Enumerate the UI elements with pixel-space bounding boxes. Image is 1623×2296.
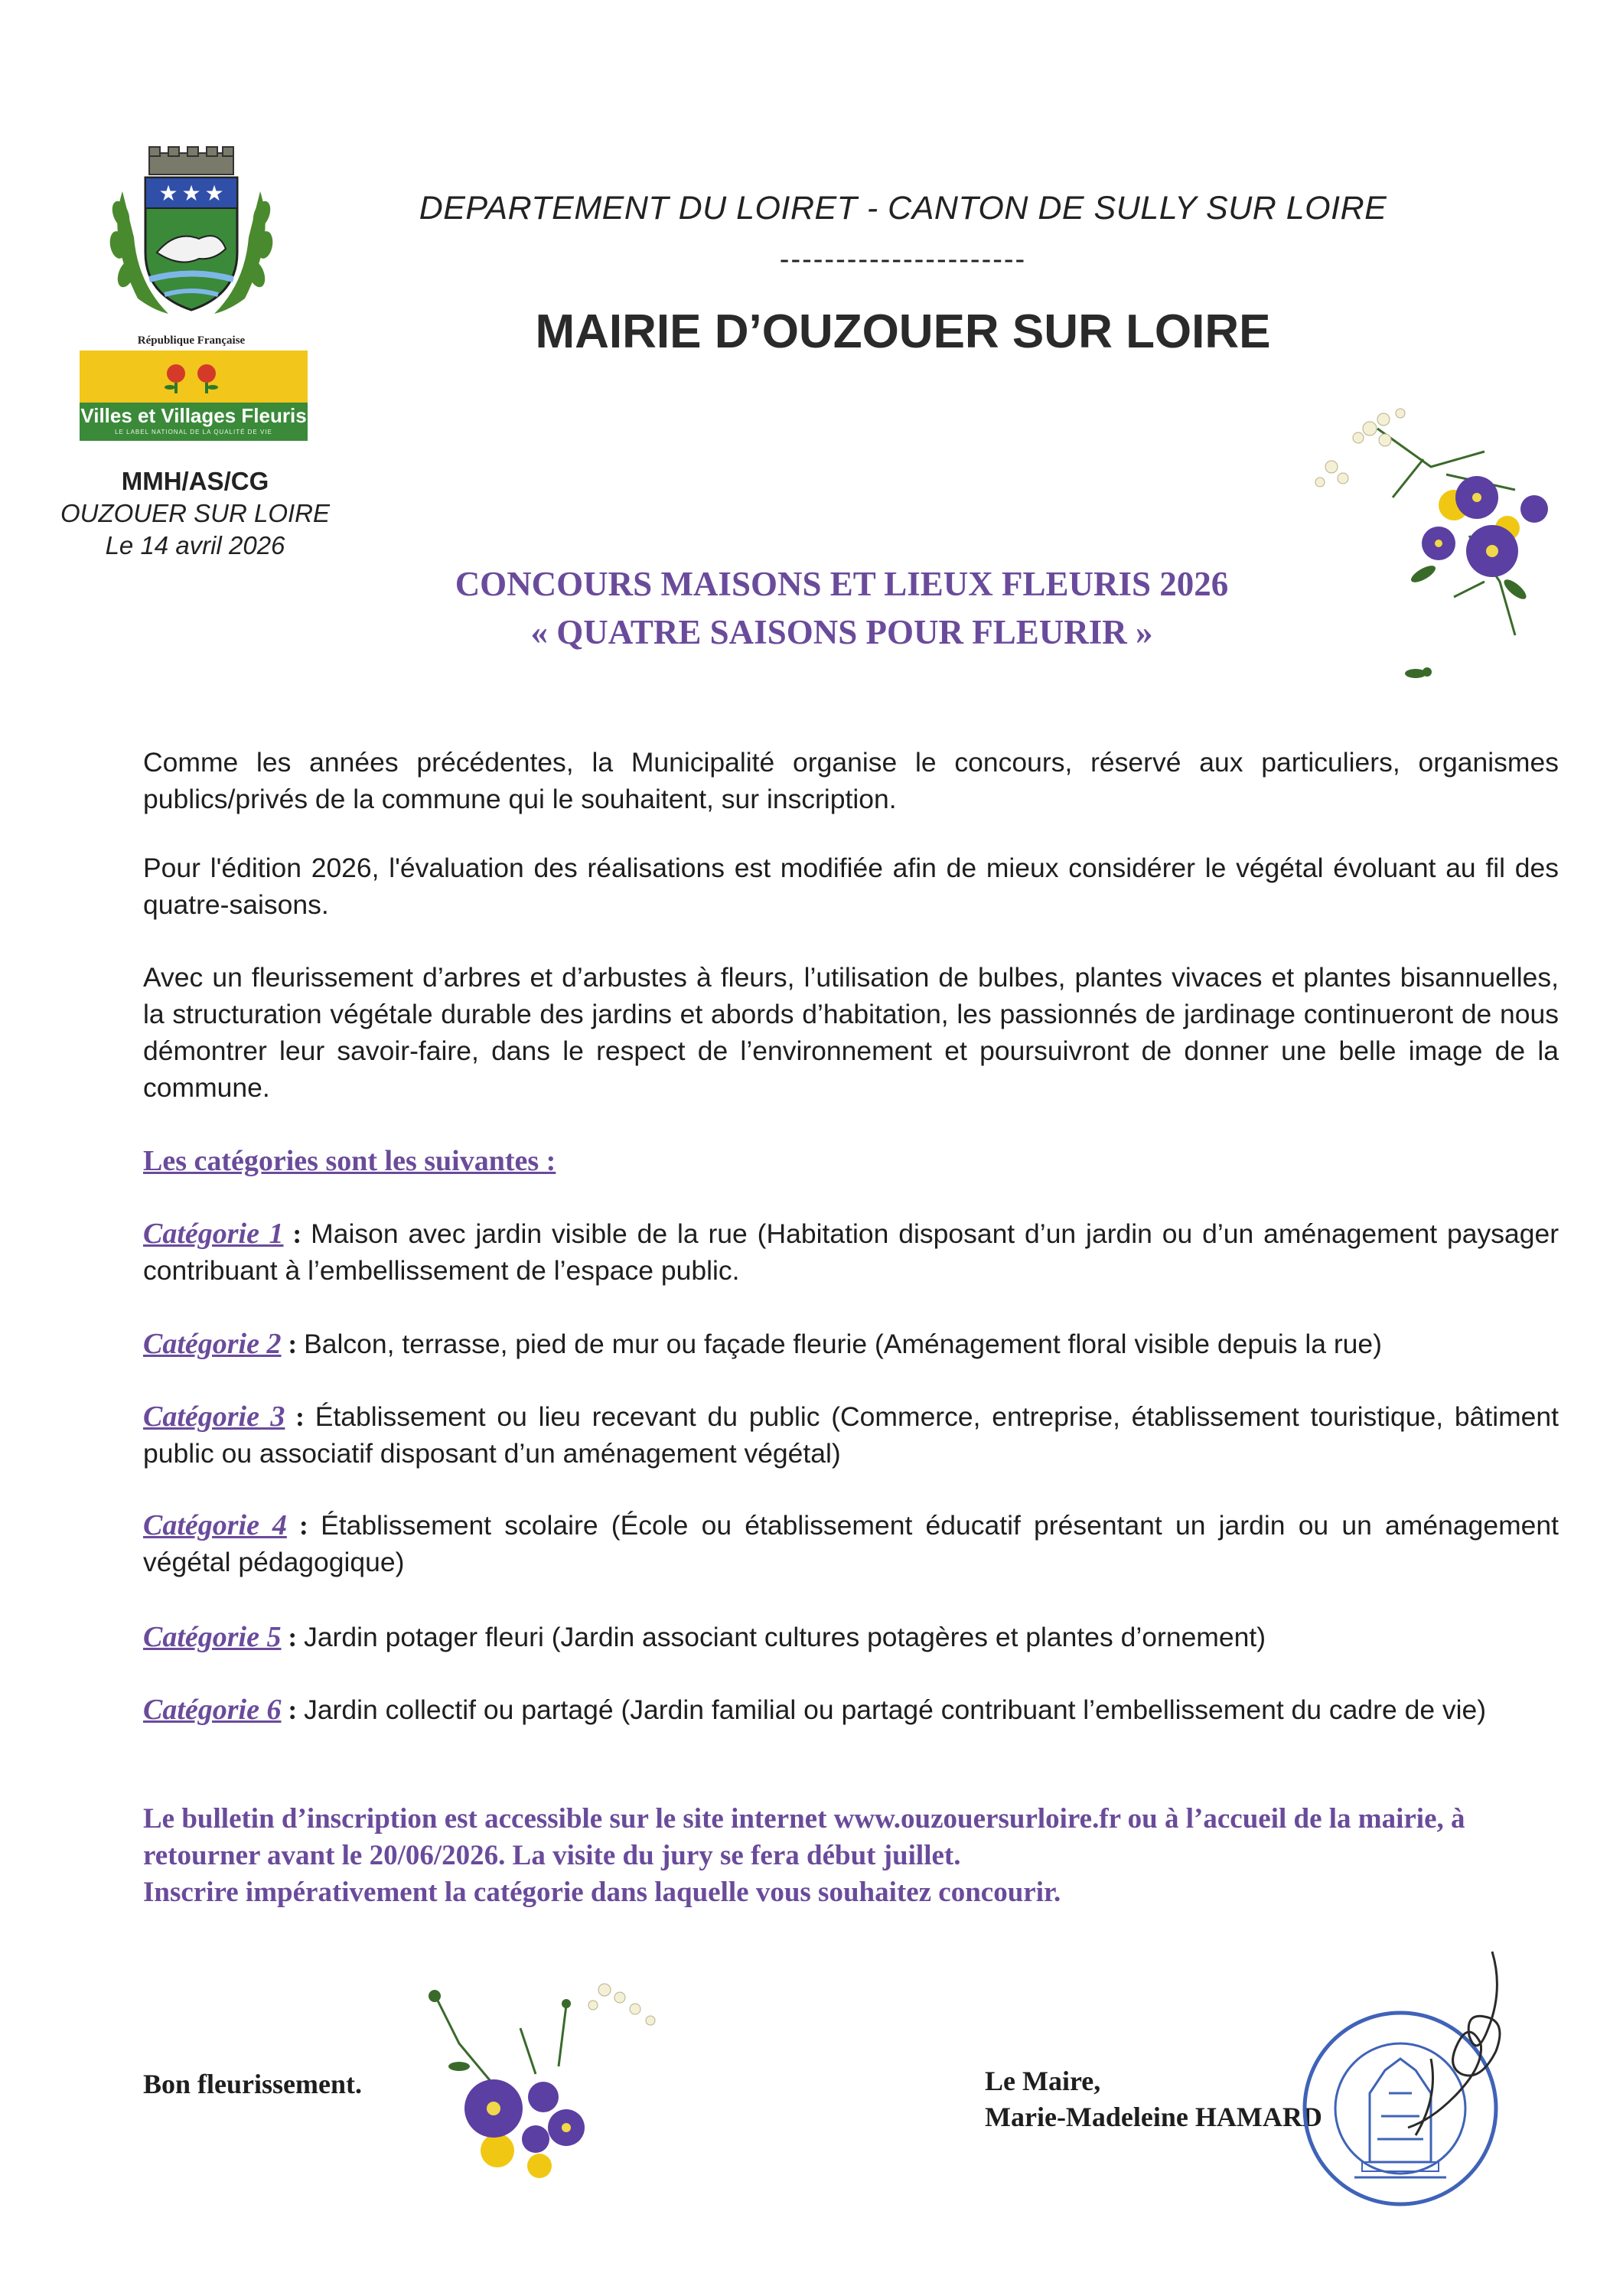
registration-notice: Le bulletin d’inscription est accessible sur le site internet www.ouzouersurloire.fr ou à l’accueil de la mairie, à retourner avant le 20/06/2026. La visite du jury se fera début juillet. [143,1803,1465,1871]
category-label: Catégorie 4 [143,1509,287,1541]
category-item: Catégorie 6 : Jardin collectif ou partagé (Jardin familial ou partagé contribuant l’embellissement du cadre de vie) [143,1694,1487,1726]
reference-date: Le 14 avril 2026 [105,531,285,559]
svg-text:★: ★ [158,181,178,206]
flower-illustration-top [1286,383,1553,689]
signature-name: Marie-Madeleine HAMARD [985,2102,1322,2132]
svg-text:★: ★ [204,181,224,206]
reference-code: MMH/AS/CG [121,467,269,495]
category-label: Catégorie 2 [143,1328,282,1360]
category-text: Jardin collectif ou partagé (Jardin familial ou partagé contribuant l’embellissement du cadre de vie) [304,1694,1487,1725]
category-text: Jardin potager fleuri (Jardin associant cultures potagères et plantes d’ornement) [304,1622,1266,1652]
intro-paragraph: Comme les années précédentes, la Municipalité organise le concours, réservé aux particuliers, organismes publics/privés de la commune qui le souhaitent, sur inscription. [143,747,1559,814]
republique-label: République Française [137,334,246,347]
category-item: Catégorie 1 : Maison avec jardin visible de la rue (Habitation disposant d’un jardin ou d’un aménagement paysager contribuant à l’embellissement de l’espace public. [143,1218,1559,1286]
fleurissement-paragraph: Avec un fleurissement d’arbres et d’arbustes à fleurs, l’utilisation de bulbes, plantes vivaces et plantes bisannuelles, la structuration végétale durable des jardins et abords d’habitation, les passionnés de jardinage continueront de nous démontrer leur savoir-faire, dans le respect de l’environnement et poursuivront de donner une belle image de la commune. [143,962,1559,1103]
category-item: Catégorie 4 : Établissement scolaire (École ou établissement éducatif présentant un jardin ou un aménagement végétal pédagogique) [143,1509,1559,1577]
vvf-subtitle: LE LABEL NATIONAL DE LA QUALITÉ DE VIE [115,429,272,435]
edition-paragraph: Pour l'édition 2026, l'évaluation des réalisations est modifiée afin de mieux considérer le végétal évoluant au fil des quatre-saisons. [143,853,1559,920]
category-text: Balcon, terrasse, pied de mur ou façade fleurie (Aménagement floral visible depuis la rue) [304,1329,1382,1359]
coat-of-arms-logo [92,145,291,329]
contest-title: CONCOURS MAISONS ET LIEUX FLEURIS 2026 [455,565,1229,603]
category-item: Catégorie 2 : Balcon, terrasse, pied de mur ou façade fleurie (Aménagement floral visible depuis la rue) [143,1328,1382,1360]
category-text: Établissement ou lieu recevant du public (Commerce, entreprise, établissement touristique, bâtiment public ou associatif disposant d’un aménagement végétal) [143,1401,1559,1469]
handwritten-signature [1316,1944,1546,2158]
svg-text:★: ★ [181,181,201,206]
flowers-icon [159,358,228,395]
header-separator: ---------------------- [779,243,1027,276]
categories-heading: Les catégories sont les suivantes : [143,1145,556,1177]
category-label: Catégorie 1 [143,1218,284,1250]
vvf-label-logo [80,351,308,441]
mairie-title: MAIRIE D’OUZOUER SUR LOIRE [535,305,1271,358]
signature-role: Le Maire, [985,2066,1101,2096]
flower-illustration-bottom [413,1975,673,2204]
registration-instruction: Inscrire impérativement la catégorie dans laquelle vous souhaitez concourir. [143,1877,1061,1908]
category-label: Catégorie 3 [143,1401,285,1433]
category-label: Catégorie 6 [143,1694,282,1726]
closing-greeting: Bon fleurissement. [143,2069,362,2099]
category-label: Catégorie 5 [143,1621,282,1653]
contest-subtitle: « QUATRE SAISONS POUR FLEURIR » [530,613,1153,651]
category-text: Établissement scolaire (École ou établissement éducatif présentant un jardin ou un aménagement végétal pédagogique) [143,1510,1559,1577]
department-line: DEPARTEMENT DU LOIRET - CANTON DE SULLY SUR LOIRE [419,190,1387,227]
vvf-title: Villes et Villages Fleuris [80,404,307,427]
category-item: Catégorie 5 : Jardin potager fleuri (Jardin associant cultures potagères et plantes d’ornement) [143,1621,1266,1653]
category-text: Maison avec jardin visible de la rue (Habitation disposant d’un jardin ou d’un aménagement paysager contribuant à l’embellissement de l’espace public. [143,1218,1559,1286]
reference-place: OUZOUER SUR LOIRE [60,499,331,527]
category-item: Catégorie 3 : Établissement ou lieu recevant du public (Commerce, entreprise, établissement touristique, bâtiment public ou associatif disposant d’un aménagement végétal) [143,1401,1559,1469]
